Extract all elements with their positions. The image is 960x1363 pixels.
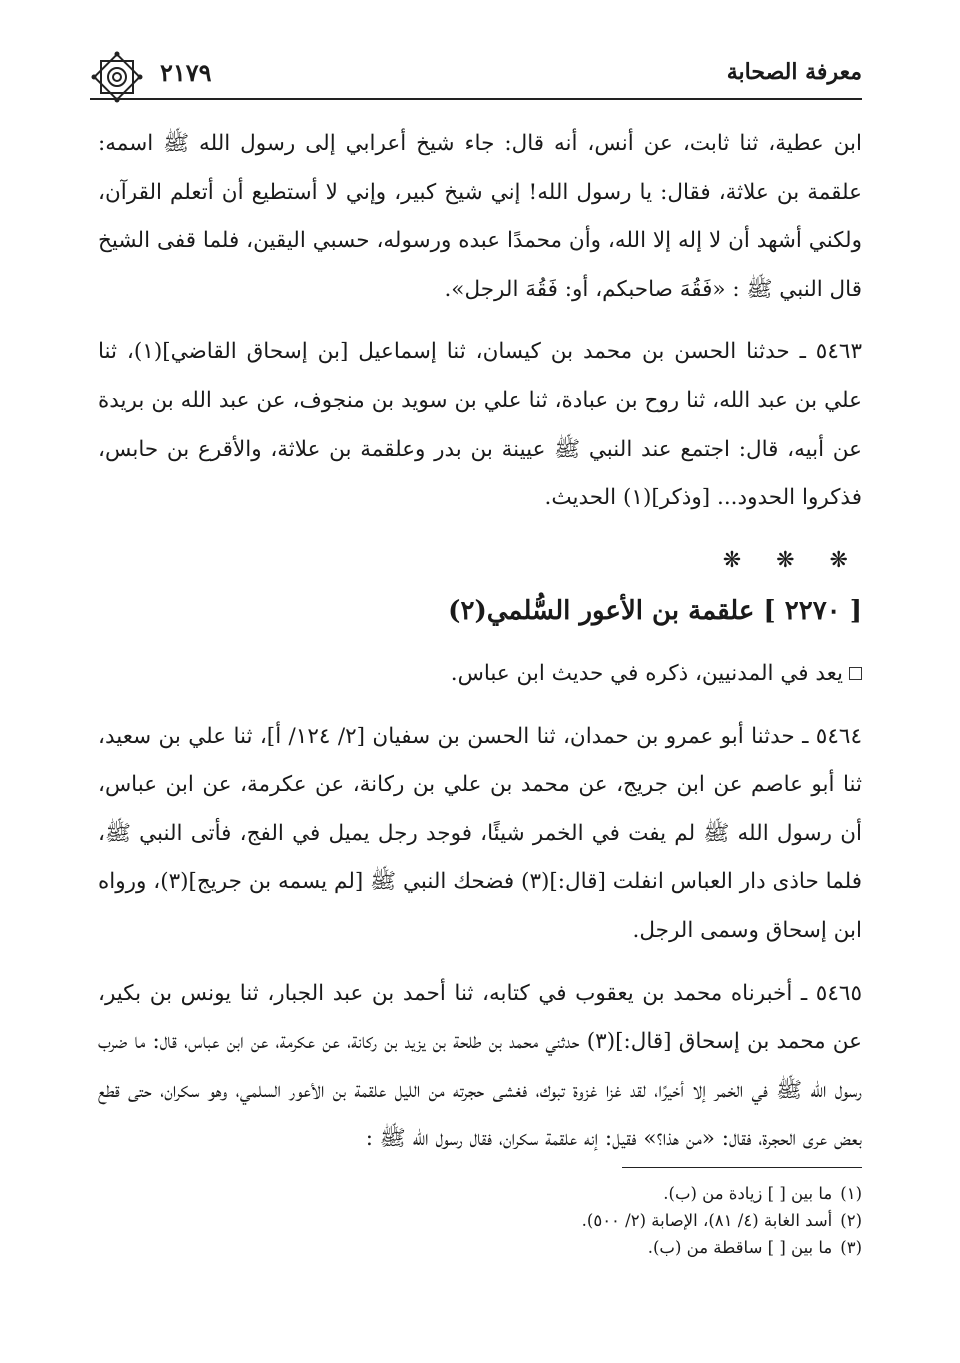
page-header [90,52,862,92]
paragraph-1: ابن عطية، ثنا ثابت، عن أنس، أنه قال: جاء شيخ أعرابي إلى رسول الله ﷺ اسمه: علقمة بن علاثة، فقال: يا رسول الله! إني شيخ كبير، وإني لا أستطيع أن أتعلم القرآن، ولكني أشهد أن لا إله إلا الله، وأن محمدًا عبده ورسوله، حسبي اليقين، فلما قفى الشيخ قال النبي ﷺ : «فَقُهَ صاحبكم، أو: فَقُهَ الرجل». [98,131,862,302]
header-rule [90,98,862,100]
page-number: ٢١٧٩ [160,57,212,87]
section-intro-text: يعد في المدنيين، ذكره في حديث ابن عباس. [450,660,843,686]
footnote-number: (١) [840,1184,862,1203]
main-text [98,120,862,1178]
footnote [98,1234,862,1261]
footnote-text: ما بين [ ] زيادة من (ب). [663,1184,833,1203]
book-title: معرفة الصحابة [726,59,862,85]
hadith-5464: ٥٤٦٤ ـ حدثنا أبو عمرو بن حمدان، ثنا الحسن بن سفيان [٢/ ١٢٤/ أ]، ثنا علي بن سعيد، ثنا أبو عاصم عن ابن جريج، عن محمد بن علي بن ركانة، عن عكرمة، عن ابن عباس، أن رسول الله ﷺ لم يفت في الخمر شيئًا، فوجد رجل يميل في الفج، فأتى النبي ﷺ، فلما حاذى دار العباس انفلت [قال:](٣) فضحك النبي ﷺ [لم يسمه بن جريج](٣)، ورواه ابن إسحاق وسمى الرجل. [98,723,863,943]
footnote [98,1207,862,1234]
hadith-5465: ٥٤٦٥ ـ أخبرناه محمد بن يعقوب في كتابه، ثنا أحمد بن عبد الجبار، ثنا يونس بن بكير، عن محمد بن إسحاق [قال:](٣) حدثني محمد بن طلحة بن يزيد بن ركانة، عن عكرمة، عن ابن عباس، قال: ما ضرب رسول الله ﷺ في الخمر إلا أخيرًا، لقد غزا غزوة تبوك، فغشى حجرته من الليل علقمة بن الأعور السلمي، وهو سكران، حتى قطع بعض عرى الحجرة، فقال: «من هذا؟» فقيل: إنه علقمة سكران، فقال رسول الله ﷺ : [98,980,862,1152]
footnote-number: (٢) [840,1211,862,1230]
footnote [98,1180,862,1207]
hadith-5463: ٥٤٦٣ ـ حدثنا الحسن بن محمد بن كيسان، ثنا إسماعيل [بن إسحاق القاضي](١)، ثنا علي بن عبد الله، ثنا روح بن عبادة، ثنا علي بن سويد بن منجوف، عن عبد الله بن بريدة عن أبيه، قال: اجتمع عند النبي ﷺ عيينة بن بدر وعلقمة بن علاثة، والأقرع بن حابس، فذكروا الحدود... [وذكر](١) الحديث. [98,339,862,511]
square-bullet-icon [849,667,862,680]
section-intro [98,650,862,699]
footnote-number: (٣) [840,1238,862,1257]
footnotes [98,1180,862,1261]
section-title: [ ٢٢٧٠ ] علقمة بن الأعور السُّلمي(٢) [448,596,862,627]
footnote-text: أسد الغابة (٤/ ٨١)، الإصابة (٢/ ٥٠٠). [581,1211,833,1230]
section-separator: ❋ ❋ ❋ [722,547,862,573]
footnote-rule [622,1167,862,1168]
footnote-text: ما بين [ ] ساقطة من (ب). [647,1238,833,1257]
